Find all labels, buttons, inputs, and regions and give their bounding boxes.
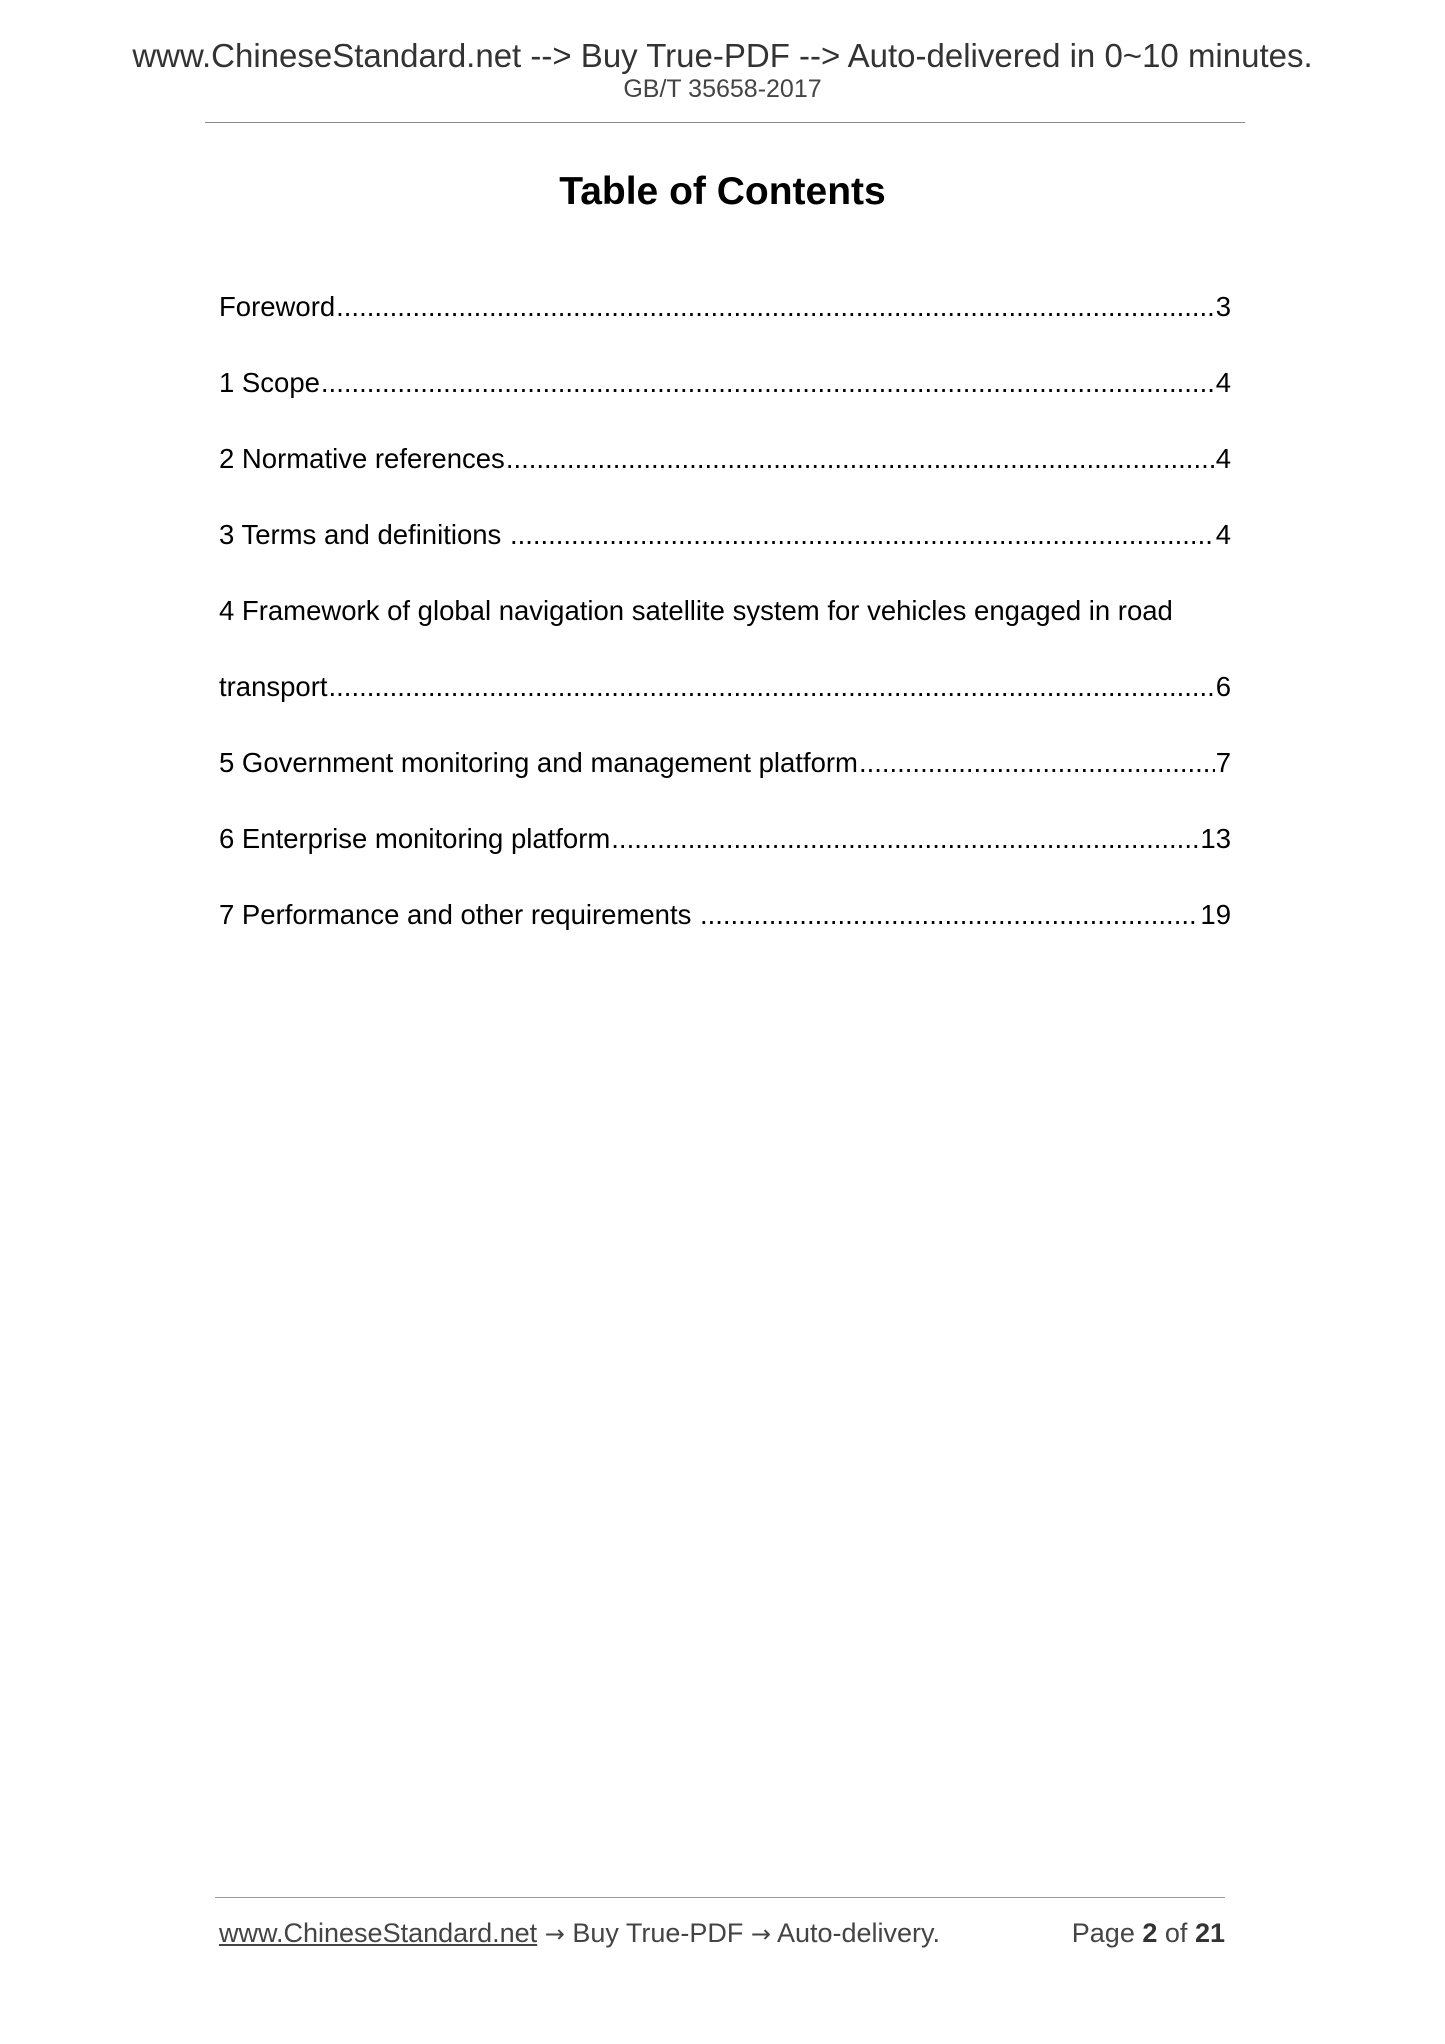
toc-entry-label: 4 Framework of global navigation satellite system for vehicles engaged in road	[219, 595, 1173, 626]
footer-divider	[215, 1897, 1225, 1898]
toc-entry-label: 6 Enterprise monitoring platform	[219, 823, 611, 854]
toc-entry-framework-line-1[interactable]	[219, 591, 1231, 667]
toc-leader-dots	[506, 439, 1215, 479]
toc-leader-dots	[510, 515, 1215, 555]
toc-entry-framework-line-2[interactable]	[219, 667, 1231, 743]
toc-entry-page: 4	[1215, 443, 1231, 474]
toc-entry-enterprise-platform[interactable]	[219, 819, 1231, 895]
toc-entry-terms-definitions[interactable]	[219, 515, 1231, 591]
footer-site-link[interactable]: www.ChineseStandard.net	[219, 1918, 538, 1948]
toc-leader-dots	[336, 287, 1215, 327]
toc-leader-dots	[859, 743, 1215, 783]
toc-leader-dots	[700, 895, 1199, 935]
top-banner: www.ChineseStandard.net --> Buy True-PDF --> Auto-delivered in 0~10 minutes.	[132, 37, 1313, 74]
toc-entry-scope[interactable]	[219, 363, 1231, 439]
toc-entry-page: 13	[1200, 823, 1231, 854]
toc-leader-dots	[321, 363, 1215, 403]
toc-entry-normative-references[interactable]	[219, 439, 1231, 515]
toc-entry-page: 3	[1215, 291, 1231, 322]
right-arrow-icon: →	[544, 1920, 565, 1948]
header-divider	[205, 122, 1245, 123]
toc-entry-label: 2 Normative references	[219, 443, 505, 474]
table-of-contents	[219, 287, 1231, 971]
page-label: Page	[1071, 1918, 1135, 1948]
toc-entry-foreword[interactable]	[219, 287, 1231, 363]
toc-leader-dots	[611, 819, 1199, 859]
toc-entry-page: 7	[1215, 747, 1231, 778]
toc-entry-label: 1 Scope	[219, 367, 320, 398]
toc-entry-government-platform[interactable]	[219, 743, 1231, 819]
toc-entry-label: 5 Government monitoring and management platform	[219, 747, 858, 778]
toc-entry-label-continuation: transport	[219, 671, 328, 702]
right-arrow-icon: →	[750, 1920, 771, 1948]
footer-delivery-text: Auto-delivery.	[770, 1918, 941, 1948]
toc-entry-page: 4	[1215, 519, 1231, 550]
page-of-label: of	[1164, 1918, 1188, 1948]
toc-entry-page: 19	[1200, 899, 1231, 930]
toc-leader-dots	[329, 667, 1215, 707]
page-total: 21	[1194, 1918, 1225, 1948]
toc-entry-label: 3 Terms and definitions	[219, 519, 509, 550]
page-footer	[219, 1913, 1225, 1954]
toc-entry-label: Foreword	[219, 291, 336, 322]
toc-entry-page: 6	[1215, 671, 1231, 702]
toc-entry-page: 4	[1215, 367, 1231, 398]
document-code: GB/T 35658-2017	[623, 75, 822, 103]
toc-entry-performance[interactable]	[219, 895, 1231, 971]
page-current: 2	[1142, 1918, 1158, 1948]
page-number	[1072, 1913, 1225, 1953]
footer-buy-text: Buy True-PDF	[564, 1918, 751, 1948]
toc-title: Table of Contents	[559, 170, 886, 213]
toc-entry-label: 7 Performance and other requirements	[219, 899, 699, 930]
